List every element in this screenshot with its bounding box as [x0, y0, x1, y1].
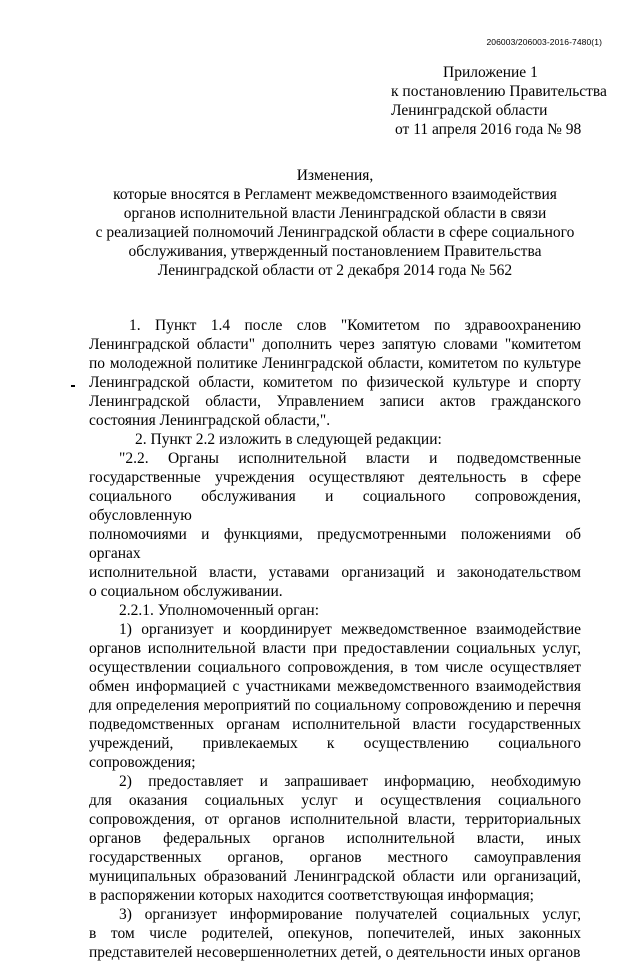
paragraph-line: государственных органов, органов местного самоуправления — [89, 849, 581, 866]
appendix-region: Ленинградской области — [391, 102, 548, 119]
title-line-5: обслуживания, утвержденный постановлением Правительства — [128, 243, 542, 260]
paragraph-line: "2.2. Органы исполнительной власти и подведомственные — [119, 450, 581, 467]
paragraph-5 — [89, 620, 581, 772]
paragraph-line: Ленинградской области, Управлением записи актов гражданского — [89, 393, 581, 410]
paragraph-7 — [89, 905, 581, 962]
title-line-1: Изменения, — [296, 167, 374, 184]
paragraph-line: 2.2.1. Уполномоченный орган: — [119, 602, 320, 619]
paragraph-3 — [89, 449, 581, 601]
paragraph-2 — [89, 430, 581, 449]
document-id: 206003/206003-2016-7480(1) — [486, 37, 602, 47]
paragraph-line: в распоряжении которых находится соответствующая информация; — [89, 887, 534, 904]
paragraph-line: 2. Пункт 2.2 изложить в следующей редакции: — [135, 431, 442, 448]
paragraph-line: муниципальных образований Ленинградской области или организаций, — [89, 868, 581, 885]
paragraph-4 — [89, 601, 581, 620]
paragraph-line: учреждений, привлекаемых к осуществлению социального сопровождения; — [89, 735, 581, 771]
paragraph-line: осуществлении социального сопровождения, в том числе осуществляет — [89, 659, 581, 676]
paragraph-6 — [89, 772, 581, 905]
paragraph-line: 3) организует информирование получателей социальных услуг, — [119, 906, 581, 923]
paragraph-line: полномочиями и функциями, предусмотренными положениями об органах — [89, 526, 581, 562]
paragraph-line: государственные учреждения осуществляют деятельность в сфере — [89, 469, 581, 486]
paragraph-line: исполнительной власти, уставами организаций и законодательством — [89, 564, 581, 581]
appendix-reference: к постановлению Правительства — [391, 83, 607, 100]
paragraph-line: 2) предоставляет и запрашивает информацию, необходимую — [119, 773, 581, 790]
title-line-4: с реализацией полномочий Ленинградской области в сфере социального — [95, 224, 575, 241]
paragraph-line: в том числе родителей, опекунов, попечителей, иных законных — [89, 925, 581, 942]
paragraph-line: социального обслуживания и социального сопровождения, обусловленную — [89, 488, 581, 524]
paragraph-line: по молодежной политике Ленинградской области, комитетом по культуре — [89, 355, 581, 372]
paragraph-line: подведомственных органам исполнительной власти государственных — [89, 716, 581, 733]
paragraph-line: для оказания социальных услуг и осуществления социального — [89, 792, 581, 809]
appendix-block — [391, 63, 607, 139]
margin-mark — [71, 385, 75, 387]
paragraph-line: органов федеральных органов исполнительной власти, иных — [89, 830, 581, 847]
paragraph-line: Ленинградской области, комитетом по физической культуре и спорту — [89, 374, 581, 391]
title-line-6: Ленинградской области от 2 декабря 2014 года № 562 — [157, 262, 513, 279]
document-title — [80, 166, 590, 280]
appendix-date: от 11 апреля 2016 года № 98 — [395, 121, 582, 138]
paragraph-line: о социальном обслуживании. — [89, 583, 283, 600]
title-line-2: которые вносятся в Регламент межведомственного взаимодействия — [113, 186, 557, 203]
paragraph-line: сопровождения, от органов исполнительной власти, территориальных — [89, 811, 581, 828]
appendix-title: Приложение 1 — [443, 64, 538, 81]
document-body — [89, 316, 581, 962]
paragraph-line: представителей несовершеннолетних детей, о деятельности иных органов — [89, 944, 581, 961]
paragraph-1 — [89, 316, 581, 430]
paragraph-line: для определения мероприятий по социальному сопровождению и перечня — [89, 697, 581, 714]
paragraph-line: 1. Пункт 1.4 после слов "Комитетом по здравоохранению — [129, 317, 581, 334]
paragraph-line: обмен информацией с участниками межведомственного взаимодействия — [89, 678, 581, 695]
paragraph-line: 1) организует и координирует межведомственное взаимодействие — [119, 621, 581, 638]
paragraph-line: состояния Ленинградской области,". — [89, 412, 331, 429]
paragraph-line: органов исполнительной власти при предоставлении социальных услуг, — [89, 640, 581, 657]
paragraph-line: Ленинградской области" дополнить через запятую словами "комитетом — [89, 336, 581, 353]
title-line-3: органов исполнительной власти Ленинградской области в связи — [123, 205, 547, 222]
